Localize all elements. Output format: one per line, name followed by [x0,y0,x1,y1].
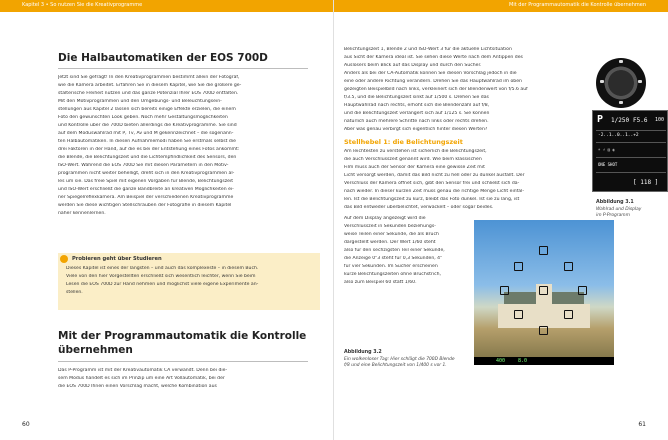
subsection-title: Stellhebel 1: die Belichtungszeit [344,138,463,146]
text-line: stalterische Freiheit nutzen und das ganze Potenzial Ihrer EOS 700D entfalten. [58,91,239,96]
text-line: und ISO-Wert erschließt die ganze Bandbreite an kreativen Möglichkeiten ei- [58,187,234,192]
lcd-separator [596,142,666,143]
left-header-text: Kapitel 3 • So nutzen Sie die Kreativprogramme [22,2,143,8]
left-page-title: Die Halbautomatiken der EOS 700D [58,52,268,64]
text-line: Am leichtesten zu verstehen ist sicherlich die Belichtungszeit, [344,149,487,154]
right-header-bar [334,0,668,12]
figure-3-2-caption: f/8 und eine Belichtungszeit von 1/400 s vor 1. [344,363,447,368]
dial-marker [619,101,623,104]
text-line: Licht versorgt werden, damit das Bild nicht zu hell oder zu dunkel ausfällt. Der [344,173,525,178]
lcd-row-icons: ☀ ⚡ ▤ ◐ [598,147,615,152]
af-point [539,246,548,255]
tip-line: Viele von den hier Vorgestellten erschließt sich wesentlich leichter, wenn Sie beim [66,274,256,279]
af-point [564,262,573,271]
text-line: sem Modus handelt es sich im Prinzip um eine Art Vollautomatik, bei der [58,376,225,381]
text-line: für vier Sekunden. Im Sucher erscheinen [344,264,438,269]
text-line: f/3.5, und die Belichtungszeit sinkt auf 1/500 s. Drehen Sie das [344,95,489,100]
text-line: die EOS 700D Ihnen einen Vorschlag macht, welche Kombination aus [58,384,217,389]
left-header-bar [0,0,334,12]
text-line: Foto den gewünschten Look geben. Noch mehr Gestaltungsmöglichkeiten [58,115,228,120]
text-line: und Kontrolle über die 700D bieten allerdings die Kreativprogramme. Sie sind [58,123,237,128]
text-line: stellungen aus Kapitel 2 lassen sich bereits einige Effekte erzielen, die einem [58,107,236,112]
text-line: die Blende, die Belichtungszeit und die Lichtempfindlichkeit des Sensors, den [58,155,237,160]
text-line: Auslösers beim Blick auf das Display und durch den Sucher. [344,63,482,68]
text-line: ner Spiegelreflexkamera. Am Beispiel der verschiedenen Kreativprogramme [58,195,234,200]
figure-3-2-label: Abbildung 3.2 [344,350,382,355]
text-line: und die Belichtungszeit verlängert sich auf 1/125 s. Sie können [344,111,490,116]
text-line: Aber was genau verbirgt sich eigentlich hinter diesen Werten? [344,127,488,132]
lcd-separator [596,172,666,173]
af-point [514,310,523,319]
text-line: natürlich auch mehrere Schritte nach links oder rechts drehen. [344,119,489,124]
text-line: werden Sie diese wichtigen Stellschrauben der Fotografie in diesem Kapitel [58,203,232,208]
text-line: nach wieder. In dieser kurzen Zeit muss genau die richtige Menge Licht einfal- [344,189,525,194]
tip-line: Dieses Kapitel ist eines der längsten – und auch das komplexeste – in diesem Buch. [66,266,259,271]
text-line: auf dem Moduswahlrad mit P, Tv, Av und M gekennzeichnet – die sogenann- [58,131,234,136]
camera-lcd-display [592,110,668,192]
right-header-text: Mit der Programmautomatik die Kontrolle übernehmen [509,2,646,8]
text-line: Jetzt sind Sie gefragt! In den Kreativprogrammen bestimmt allein der Fotograf, [58,75,240,80]
text-line: ten Halbautomatiken. In diesen Aufnahmemodi haben Sie erstmals selbst die [58,139,236,144]
page-number-right: 61 [638,421,646,428]
text-line: programmen nicht weiter behelligt, dreht sich in den Kreativprogrammen al- [58,171,235,176]
text-line: die Anzeige 0"3 steht für 0,3 Sekunden, 4" [344,256,443,261]
text-line: aus Sicht der Kamera ideal ist. Sie sehen diese Werte nach dem Antippen des [344,55,523,60]
text-line: Mit den Motivprogrammen und den Umgebungs- und Beleuchtungsein- [58,99,222,104]
lcd-separator [596,157,666,158]
palace-building [498,304,590,328]
lcd-exposure-scale: -2..1..0..1..+2 [598,133,639,138]
viewfinder-aperture: 8.0 [518,358,528,364]
text-line: les um sie. Das freie Spiel mit eigenen Vorgaben für Blende, Belichtungszeit [58,179,234,184]
text-line: len. Ist die Belichtungszeit zu kurz, bleibt das Foto dunkel. Ist sie zu lang, ist [344,197,520,202]
viewfinder-shutter: 400 [496,358,506,364]
lcd-af-mode: ONE SHOT [598,162,618,167]
text-line: kurze Belichtungszeiten ohne Bruchstrich, [344,272,441,277]
figure-3-1-label: Abbildung 3.1 [596,200,634,205]
text-line: Verschlusszeit in Sekunden beziehungs- [344,224,436,229]
dial-marker [638,80,642,83]
af-point [539,326,548,335]
right-page [334,0,668,440]
lcd-shots-remaining: [ 118 ] [633,179,659,186]
af-point [539,286,548,295]
text-line: Das P-Programm ist mit der Kreativautomatik CA verwandt. Denn bei die- [58,368,228,373]
text-line: also zum Beispiel 60 statt 1/60. [344,280,417,285]
text-line: Anders als bei der CA-Automatik können Sie diesen Vorschlag jedoch in die [344,71,517,76]
af-point [500,286,509,295]
viewfinder-info-strip [474,357,614,365]
dial-marker [600,80,604,83]
tip-lightbulb-icon [60,255,68,263]
dial-marker [619,60,623,63]
text-line: Hauptwahlrad nach rechts, erhöht sich die Blendenzahl auf f/8, [344,103,490,108]
figure-3-1-caption: Wahlrad und Display [596,207,642,212]
text-line: weise Teilen einer Sekunde, die als Bruch [344,232,439,237]
text-line: eine oder andere Richtung verändern. Drehen Sie das Hauptwahlrad im oben [344,79,522,84]
text-line: Film muss auch der Sensor der Kamera eine gewisse Zeit mit [344,165,485,170]
lcd-separator [596,130,666,131]
title-divider [58,68,308,69]
text-line: wie die Kamera arbeitet. Erfahren Sie in diesem Kapitel, wie Sie die größere ge- [58,83,242,88]
text-line: also für den sechzigsten Teil einer Sekunde, [344,248,445,253]
tip-line: Lesen die EOS 700D zur Hand nehmen und möglichst viele eigene Experimente an- [66,282,259,287]
text-line: Verschluss der Kamera öffnet sich, gibt den Sensor frei und schließt sich da- [344,181,520,186]
figure-3-1-caption: im P-Programm [596,213,630,218]
lcd-iso: 100 [655,117,665,123]
lcd-shutter: 1/250 [611,117,630,124]
text-line: gezeigten Beispielbild nach links, verkleinert sich der Blendenwert von f/5.6 auf [344,87,528,92]
tip-box-title: Probieren geht über Studieren [72,256,162,262]
lcd-aperture: F5.6 [633,117,648,124]
text-line: näher kennenlernen. [58,211,106,216]
af-point [564,310,573,319]
figure-3-2-caption: Ein wolkenloser Tag: Hier schlägt die 700D Blende [344,357,455,362]
af-point [514,262,523,271]
text-line: Belichtungszeit 1, Blende 2 und ISO-Wert 3 für die aktuelle Lichtsituation [344,47,512,52]
lcd-mode: P [597,114,604,125]
af-point [578,286,587,295]
tip-line: stellen. [66,290,83,295]
text-line: Auf dem Display angezeigt wird die [344,216,426,221]
text-line: dargestellt werden. Der Wert 1/60 steht [344,240,436,245]
text-line: ISO-Wert. Während die EOS 700D Sie mit diesen Parametern in den Motiv- [58,163,229,168]
text-line: das Bild entweder überbelichtet, verwackelt – oder sogar beides. [344,205,494,210]
section-title-line-1: Mit der Programmautomatik die Kontrolle [58,330,307,342]
text-line: drei Faktoren in der Hand, auf die es bei der Entstehung eines Fotos ankommt: [58,147,240,152]
section-title-line-2: übernehmen [58,344,133,356]
section-divider [58,361,308,362]
page-number-left: 60 [22,421,30,428]
viewfinder-photo [474,220,614,365]
text-line: die auch Verschlusszeit genannt wird. Wie beim klassischen [344,157,482,162]
